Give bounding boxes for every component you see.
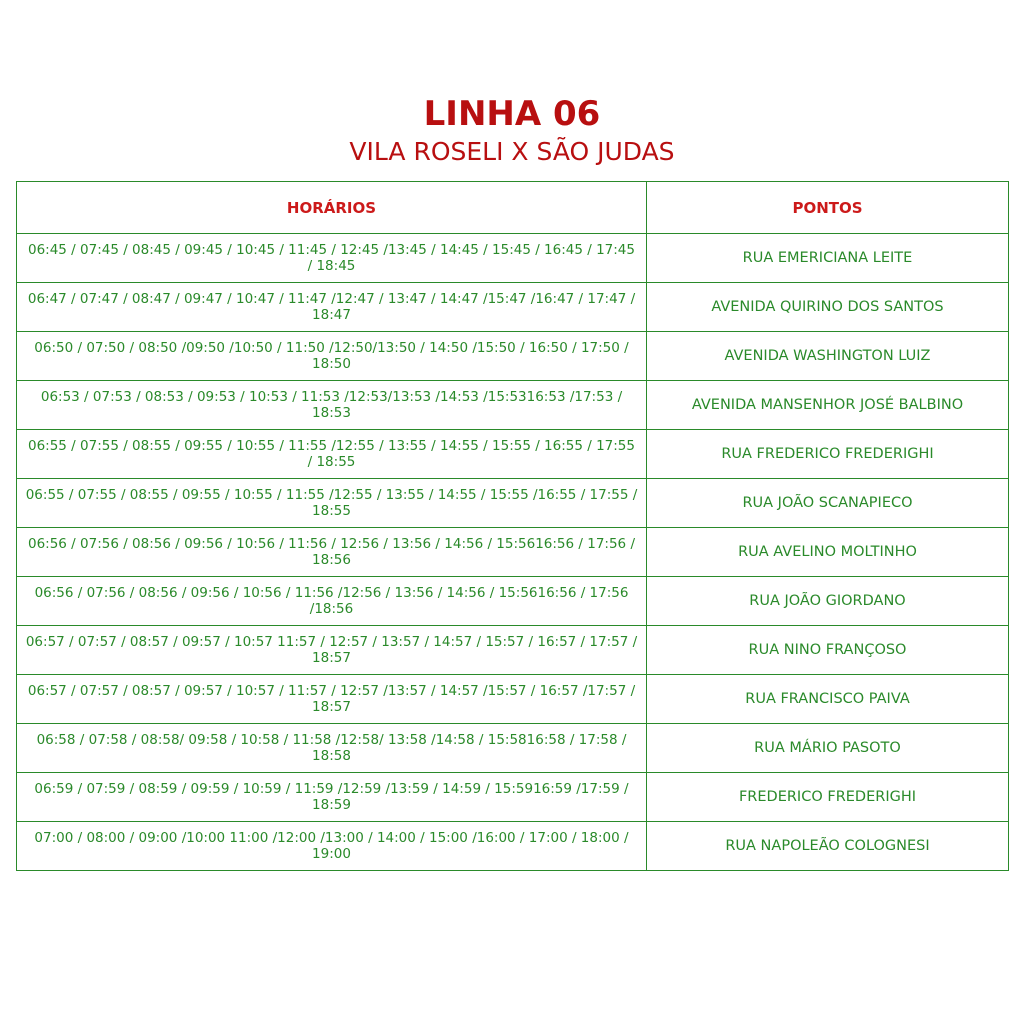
- page-title: LINHA 06: [423, 94, 601, 134]
- stop-cell: RUA FREDERICO FREDERIGHI: [647, 430, 1009, 479]
- stop-cell: RUA JOÃO GIORDANO: [647, 577, 1009, 626]
- table-row: [17, 234, 1009, 283]
- stop-cell: RUA AVELINO MOLTINHO: [647, 528, 1009, 577]
- table-row: [17, 773, 1009, 822]
- column-header-times: HORÁRIOS: [17, 182, 647, 234]
- stop-cell: RUA FRANCISCO PAIVA: [647, 675, 1009, 724]
- stop-cell: RUA EMERICIANA LEITE: [647, 234, 1009, 283]
- times-cell: 06:56 / 07:56 / 08:56 / 09:56 / 10:56 / 11:56 / 12:56 / 13:56 / 14:56 / 15:5616:56 / 17:56 / 18:56: [17, 528, 647, 577]
- table-row: [17, 822, 1009, 871]
- stop-cell: RUA JOÃO SCANAPIECO: [647, 479, 1009, 528]
- stop-cell: AVENIDA QUIRINO DOS SANTOS: [647, 283, 1009, 332]
- stop-cell: RUA NAPOLEÃO COLOGNESI: [647, 822, 1009, 871]
- times-cell: 06:53 / 07:53 / 08:53 / 09:53 / 10:53 / 11:53 /12:53/13:53 /14:53 /15:5316:53 /17:53 / 18:53: [17, 381, 647, 430]
- times-cell: 06:50 / 07:50 / 08:50 /09:50 /10:50 / 11:50 /12:50/13:50 / 14:50 /15:50 / 16:50 / 17:50 / 18:50: [17, 332, 647, 381]
- times-cell: 06:57 / 07:57 / 08:57 / 09:57 / 10:57 / 11:57 / 12:57 /13:57 / 14:57 /15:57 / 16:57 /17:57 / 18:57: [17, 675, 647, 724]
- times-cell: 07:00 / 08:00 / 09:00 /10:00 11:00 /12:00 /13:00 / 14:00 / 15:00 /16:00 / 17:00 / 18:00 / 19:00: [17, 822, 647, 871]
- table-row: [17, 283, 1009, 332]
- stop-cell: AVENIDA MANSENHOR JOSÉ BALBINO: [647, 381, 1009, 430]
- times-cell: 06:45 / 07:45 / 08:45 / 09:45 / 10:45 / 11:45 / 12:45 /13:45 / 14:45 / 15:45 / 16:45 / 17:45 / 18:45: [17, 234, 647, 283]
- table-row: [17, 332, 1009, 381]
- table-row: [17, 577, 1009, 626]
- table-row: [17, 479, 1009, 528]
- times-cell: 06:47 / 07:47 / 08:47 / 09:47 / 10:47 / 11:47 /12:47 / 13:47 / 14:47 /15:47 /16:47 / 17:47 / 18:47: [17, 283, 647, 332]
- table-row: [17, 675, 1009, 724]
- stop-cell: RUA NINO FRANÇOSO: [647, 626, 1009, 675]
- times-cell: 06:55 / 07:55 / 08:55 / 09:55 / 10:55 / 11:55 /12:55 / 13:55 / 14:55 / 15:55 / 16:55 / 17:55 / 18:55: [17, 430, 647, 479]
- times-cell: 06:59 / 07:59 / 08:59 / 09:59 / 10:59 / 11:59 /12:59 /13:59 / 14:59 / 15:5916:59 /17:59 / 18:59: [17, 773, 647, 822]
- stop-cell: AVENIDA WASHINGTON LUIZ: [647, 332, 1009, 381]
- table-row: [17, 528, 1009, 577]
- table-row: [17, 626, 1009, 675]
- times-cell: 06:55 / 07:55 / 08:55 / 09:55 / 10:55 / 11:55 /12:55 / 13:55 / 14:55 / 15:55 /16:55 / 17:55 / 18:55: [17, 479, 647, 528]
- table-header-row: [17, 182, 1009, 234]
- times-cell: 06:56 / 07:56 / 08:56 / 09:56 / 10:56 / 11:56 /12:56 / 13:56 / 14:56 / 15:5616:56 / 17:56 /18:56: [17, 577, 647, 626]
- table-row: [17, 724, 1009, 773]
- page-subtitle: VILA ROSELI X SÃO JUDAS: [349, 137, 675, 166]
- times-cell: 06:57 / 07:57 / 08:57 / 09:57 / 10:57 11:57 / 12:57 / 13:57 / 14:57 / 15:57 / 16:57 / 17:57 / 18:57: [17, 626, 647, 675]
- times-cell: 06:58 / 07:58 / 08:58/ 09:58 / 10:58 / 11:58 /12:58/ 13:58 /14:58 / 15:5816:58 / 17:58 / 18:58: [17, 724, 647, 773]
- schedule-table: [16, 181, 1009, 871]
- table-row: [17, 430, 1009, 479]
- column-header-stops: PONTOS: [647, 182, 1009, 234]
- stop-cell: FREDERICO FREDERIGHI: [647, 773, 1009, 822]
- table-row: [17, 381, 1009, 430]
- stop-cell: RUA MÁRIO PASOTO: [647, 724, 1009, 773]
